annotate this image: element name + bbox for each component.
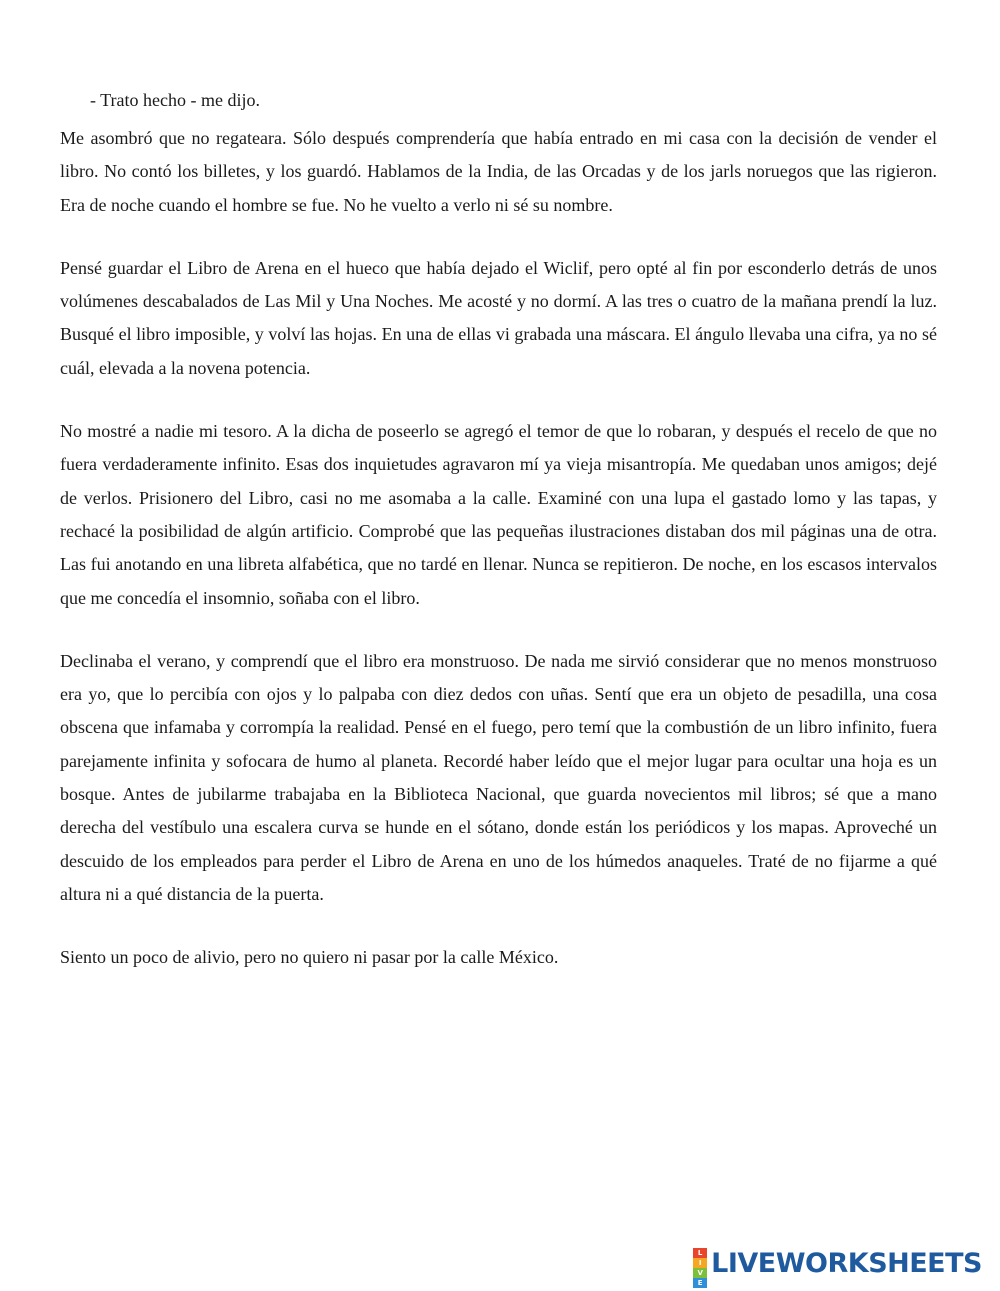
logo-badge-letter-i: I xyxy=(693,1258,707,1268)
logo-badge-letter-e: E xyxy=(693,1278,707,1288)
logo-badge-icon xyxy=(693,1248,707,1287)
logo-badge-letter-l: L xyxy=(693,1248,707,1258)
document-body xyxy=(60,84,937,975)
paragraph-3: No mostré a nadie mi tesoro. A la dicha de poseerlo se agregó el temor de que lo robaran, y después el recelo de que no fuera verdaderamente infinito. Esas dos inquietudes agravaron mí ya vieja misantropía. Me quedaban unos amigos; dejé de verlos. Prisionero del Libro, casi no me asomaba a la calle. Examiné con una lupa el gastado lomo y las tapas, y rechacé la posibilidad de algún artificio. Comprobé que las pequeñas ilustraciones distaban dos mil páginas una de otra. Las fui anotando en una libreta alfabética, que no tardé en llenar. Nunca se repitieron. De noche, en los escasos intervalos que me concedía el insomnio, soñaba con el libro. xyxy=(60,421,937,608)
dialogue-line: - Trato hecho - me dijo. xyxy=(90,90,260,110)
paragraph-2: Pensé guardar el Libro de Arena en el hueco que había dejado el Wiclif, pero opté al fin por esconderlo detrás de unos volúmenes descabalados de Las Mil y Una Noches. Me acosté y no dormí. A las tres o cuatro de la mañana prendí la luz. Busqué el libro imposible, y volví las hojas. En una de ellas vi grabada una máscara. El ángulo llevaba una cifra, ya no sé cuál, elevada a la novena potencia. xyxy=(60,257,937,378)
paragraph-1: Me asombró que no regateara. Sólo después comprendería que había entrado en mi casa con la decisión de vender el libro. No contó los billetes, y los guardó. Hablamos de la India, de las Orcadas y de los jarls noruegos que las rigieron. Era de noche cuando el hombre se fue. No he vuelto a verlo ni sé su nombre. xyxy=(60,128,937,215)
liveworksheets-logo xyxy=(693,1247,982,1287)
paragraph-4: Declinaba el verano, y comprendí que el libro era monstruoso. De nada me sirvió considerar que no menos monstruoso era yo, que lo percibía con ojos y lo palpaba con diez dedos con uñas. Sentí que era un objeto de pesadilla, una cosa obscena que infamaba y corrompía la realidad. Pensé en el fuego, pero temí que la combustión de un libro infinito, fuera parejamente infinita y sofocara de humo al planeta. Recordé haber leído que el mejor lugar para ocultar una hoja es un bosque. Antes de jubilarme trabajaba en la Biblioteca Nacional, que guarda novecientos mil libros; sé que a mano derecha del vestíbulo una escalera curva se hunde en el sótano, donde están los periódicos y los mapas. Aproveché un descuido de los empleados para perder el Libro de Arena en uno de los húmedos anaqueles. Traté de no fijarme a qué altura ni a qué distancia de la puerta. xyxy=(60,650,937,904)
paragraph-5: Siento un poco de alivio, pero no quiero ni pasar por la calle México. xyxy=(60,947,559,968)
logo-text: LIVEWORKSHEETS xyxy=(711,1247,982,1279)
logo-badge-letter-v: V xyxy=(693,1268,707,1278)
